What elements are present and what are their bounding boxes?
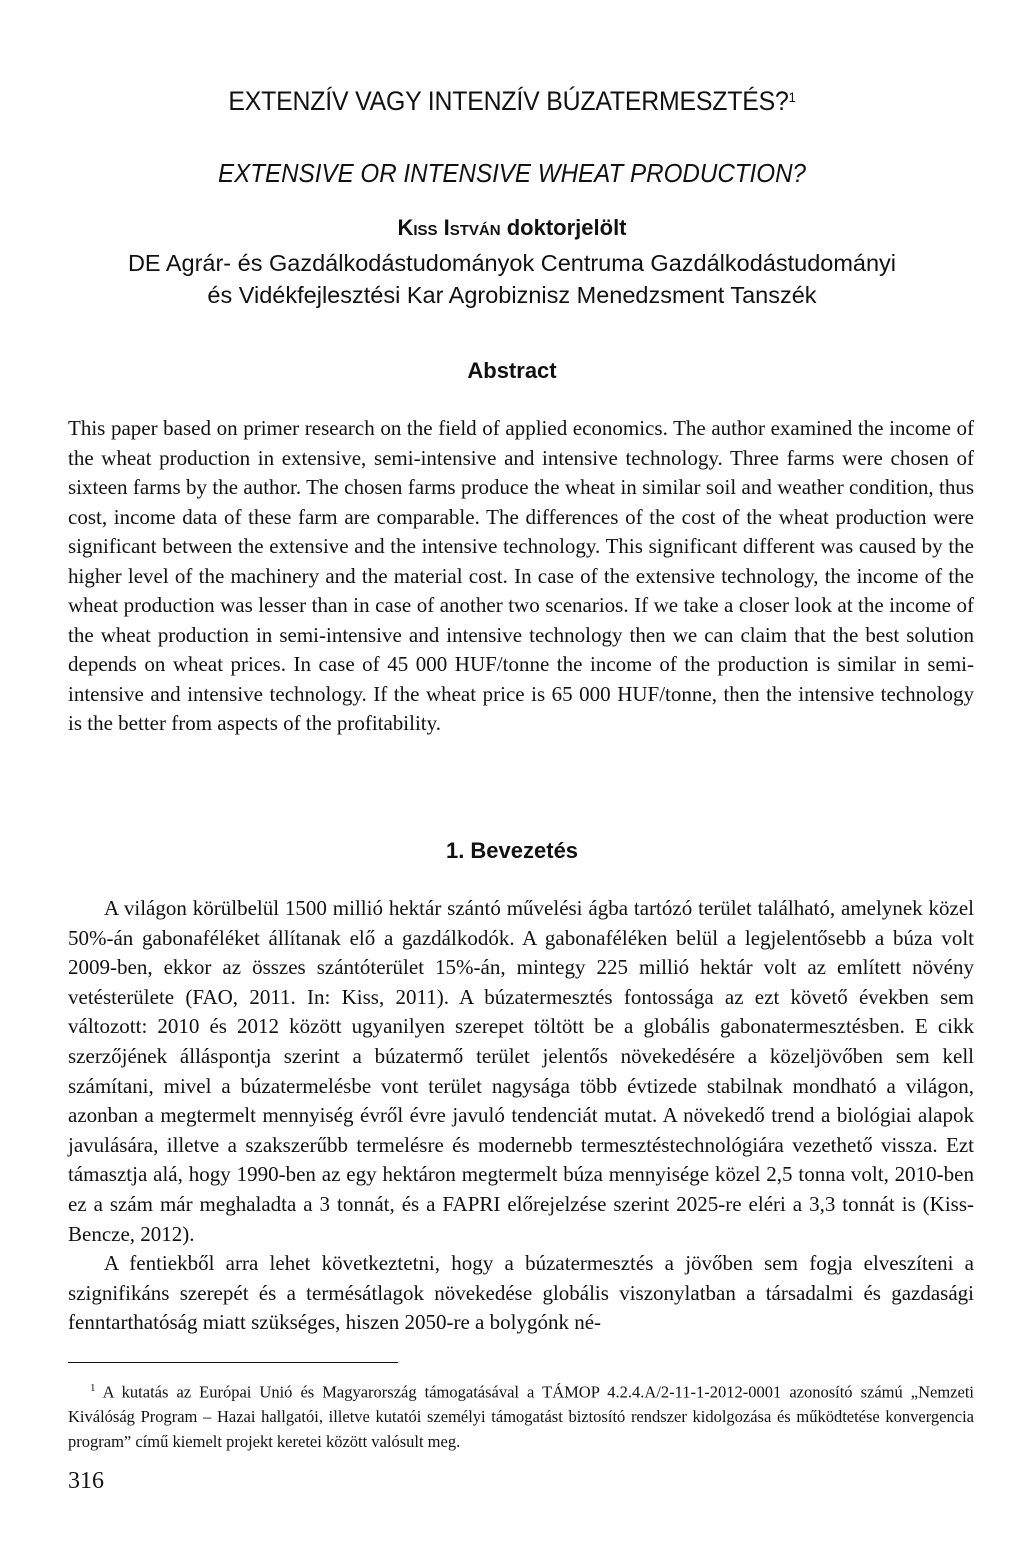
body-paragraph: A világon körülbelül 1500 millió hektár szántó művelési ágba tartózó terület található, amelynek közel 50%-án gabonaféléket állítanak elő a gazdálkodók. A gabonaféléken belül a legjelentősebb a búza volt 2009-ben, ekkor az összes szántóterület 15%-án, mintegy 225 millió hektár volt az említett növény vetésterülete (FAO, 2011. In: Kiss, 2011). A búzatermesztés fontossága az ezt követő években sem változott: 2010 és 2012 között ugyanilyen szerepet töltött be a globális gabonatermesztésben. E cikk szerzőjének álláspontja szerint a búzatermő terület jelentős növekedésére a közeljövőben sem kell számítani, mivel a búzatermelésbe vont terület nagysága több évtizede stabilnak mondható a világon, azonban a megtermelt mennyiség évről évre javuló tendenciát mutat. A növekedő trend a biológiai alapok javulására, illetve a szakszerűbb termelésre és modernebb termesztéstechnológiára vezethető vissza. Ezt támasztja alá, hogy 1990-ben az egy hektáron megtermelt búza mennyisége közel 2,5 tonna volt, 2010-ben ez a szám már meghaladta a 3 tonnát, és a FAPRI előrejelzése szerint 2025-re eléri a 3,3 tonnát is (Kiss-Bencze, 2012). <box>68 896 974 1246</box>
author-line <box>0 215 1024 241</box>
abstract-text: This paper based on primer research on the field of applied economics. The author examined the income of the wheat production in extensive, semi-intensive and intensive technology. Three farms were chosen of sixteen farms by the author. The chosen farms produce the wheat in similar soil and weather condition, thus cost, income data of these farm are comparable. The differences of the cost of the wheat production were significant between the extensive and the intensive technology. This significant different was caused by the higher level of the machinery and the material cost. In case of the extensive technology, the income of the wheat production was lesser than in case of another two scenarios. If we take a closer look at the income of the wheat production in semi-intensive and intensive technology then we can claim that the best solution depends on wheat prices. In case of 45 000 HUF/tonne the income of the production is similar in semi-intensive and intensive technology. If the wheat price is 65 000 HUF/tonne, then the intensive technology is the better from aspects of the profitability. <box>68 416 974 735</box>
footnote-divider <box>68 1362 398 1363</box>
footnote-mark: 1 <box>90 1382 96 1394</box>
affiliation-line-1: DE Agrár- és Gazdálkodástudományok Centruma Gazdálkodástudományi <box>127 250 897 276</box>
affiliation <box>60 247 964 311</box>
author-name: Kiss István <box>397 215 501 240</box>
section-heading: 1. Bevezetés <box>445 838 579 863</box>
footnote <box>68 1376 974 1454</box>
page-number: 316 <box>68 1468 104 1494</box>
paper-subtitle: EXTENSIVE OR INTENSIVE WHEAT PRODUCTION? <box>217 158 806 188</box>
body-paragraph: A fentiekből arra lehet következtetni, hogy a búzatermesztés a jövőben sem fogja elveszíteni a szignifikáns szerepét és a termésátlagok növekedése globális viszonylatban a társadalmi és gazdasági fenntarthatóság miatt szükséges, hiszen 2050-re a bolygónk né- <box>68 1251 974 1335</box>
paper-title: EXTENZÍV VAGY INTENZÍV BÚZATERMESZTÉS?$^1$ <box>228 86 796 116</box>
footnote-text: A kutatás az Európai Unió és Magyarország támogatásával a TÁMOP 4.2.4.A/2-11-1-2012-0001 azonosító számú „Nemzeti Kiválóság Program – Hazai hallgatói, illetve kutatói személyi támogatást biztosító rendszer kidolgozása és működtetése konvergencia program” című kiemelt projekt keretei között valósult meg. <box>68 1382 974 1451</box>
abstract-heading: Abstract <box>467 358 557 383</box>
section-body <box>68 894 974 1338</box>
title-footnote-mark: 1 <box>788 89 796 105</box>
affiliation-line-2: és Vidékfejlesztési Kar Agrobiznisz Menedzsment Tanszék <box>207 282 817 308</box>
author-role: doktorjelölt <box>506 215 627 240</box>
